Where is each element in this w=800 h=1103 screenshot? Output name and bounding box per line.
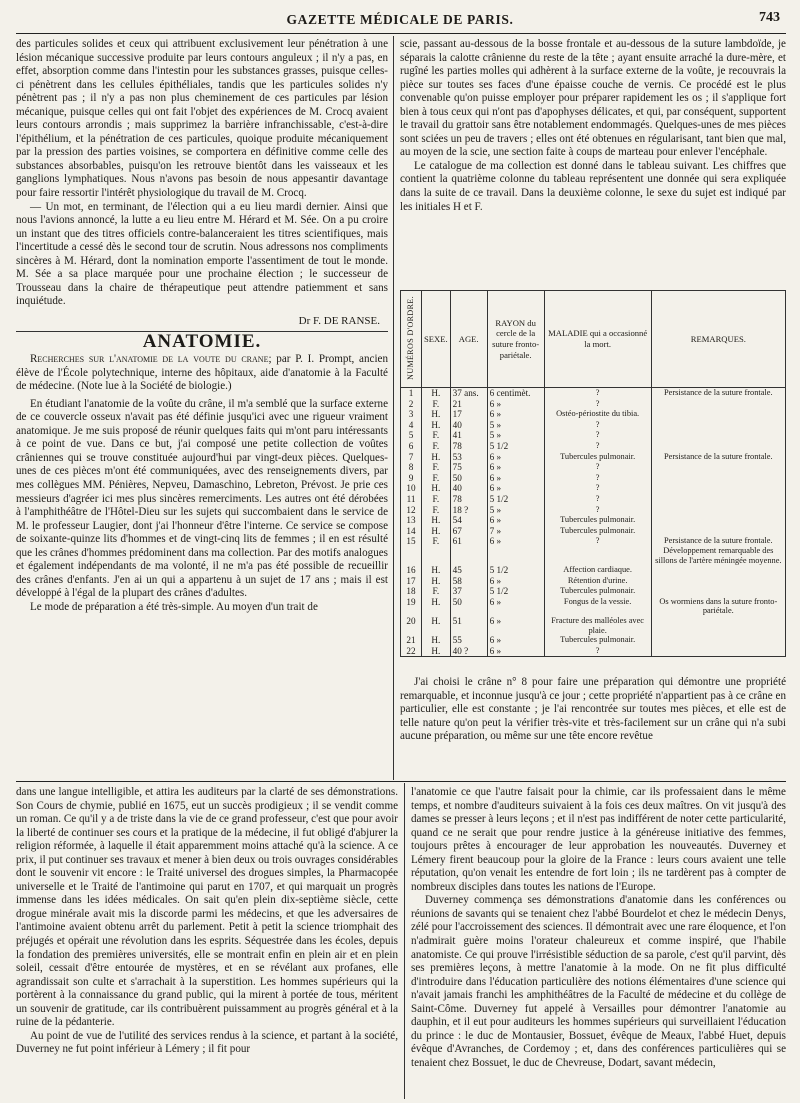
cell-remarques: Persistance de la suture frontale.: [651, 388, 785, 399]
cell-sex: H.: [422, 635, 451, 646]
cell-maladie: ?: [544, 430, 651, 441]
cell-maladie: ?: [544, 420, 651, 431]
cell-rayon: 6 »: [487, 462, 544, 473]
header-rayon: RAYON du cercle de la suture fronto-pariétale.: [487, 291, 544, 388]
cell-remarques: [651, 494, 785, 505]
cell-rayon: 6 »: [487, 576, 544, 587]
cell-maladie: Fracture des malléoles avec plaie.: [544, 616, 651, 635]
cell-age: 41: [450, 430, 487, 441]
cell-remarques: Persistance de la suture frontale.: [651, 452, 785, 463]
cell-sex: H.: [422, 646, 451, 657]
cell-age: 51: [450, 616, 487, 635]
cell-sex: F.: [422, 473, 451, 484]
paragraph: dans une langue intelligible, et attira les auditeurs par la clarté de ses démonstrations. Son Cours de chymie, publié en 1675, eut un succès prodigieux ; il se vendit comme un roman. Ce qu'il y a de triste dans la vie de ce grand professeur, c'est que pour avoir la liberté de continuer ses cours et la pratique de la médecine, il fut obligé d'abjurer la religion réformée, à laquelle il était apparemment moins attaché qu'à la science. A ce prix, il put continuer ses travaux et mener à bien deux ou trois ouvrages considérables dont le souvenir vit encore : le Traité universel des drogues simples, la Pharmacopée universelle et le Traité de l'antimoine qui parut en 1707, et qui marquait un progrès immense dans les idées médicales. On sait qu'en plein dix-septième siècle, cette drogue minérale avait mis la discorde parmi les médecins, et que les adversaires de l'antimoine avaient obtenu arrêt du parlement. Petit à petit la science triomphait des préjugés et opérait une révolution dans les esprits. Séquestrée dans les écoles, depuis la fondation des premières universités, elle se montrait enfin en plein air et en plein soleil, cessait d'être entourée de mystères, et en se révélant aux profanes, elle agrandissait son culte et s'arrachait à la superstition. Les hommes supérieurs qui la portèrent à la connaissance du grand public, qui la mirent à portée de tous, méritent un souvenir de gratitude, car ils contribuèrent puissamment au progrès général et à la ruine de la pédanterie.: [16, 786, 398, 1029]
cell-age: 17: [450, 409, 487, 420]
cell-remarques: [651, 515, 785, 526]
cell-remarques: [651, 409, 785, 420]
cell-sex: H.: [422, 526, 451, 537]
table-row: [401, 494, 786, 505]
table-row: [401, 483, 786, 494]
cell-maladie: ?: [544, 399, 651, 410]
cell-age: 37 ans.: [450, 388, 487, 399]
cell-rayon: 7 »: [487, 526, 544, 537]
cell-remarques: [651, 616, 785, 635]
cell-remarques: [651, 646, 785, 657]
cell-age: 21: [450, 399, 487, 410]
right-column-upper: [400, 38, 786, 284]
paragraph: des particules solides et ceux qui attribuent exclusivement leur pénétration à une lésion mécanique successive produite par leurs contours anguleux ; il n'y a pas, en effet, absorption comme dans l'intestin pour les substances grasses, puisque celles-ci pénètrent dans les cellules épithéliales, tandis que les particules solides n'y pénètrent pas ; il n'y a pas non plus cheminement de ces particules par lésion mécanique, puisque celles qui ont fait l'objet des expériences de M. Crocq avaient leurs contours arrondis ; mais supprimez la barrière infranchissable, c'est-à-dire l'épithélium, et la pénétration de ces particules, quoique produite mécaniquement par la pression des parties voisines, se comportera en définitive comme celle des substances absorbables, puisqu'on les retrouve bientôt dans les vaisseaux et les ganglions lymphatiques. Nous n'avons pas besoin de nous appesantir davantage pour faire ressortir l'intérêt physiologique du travail de M. Crocq.: [16, 38, 388, 200]
cell-num: 10: [401, 483, 422, 494]
header-maladie: MALADIE qui a occasionné la mort.: [544, 291, 651, 388]
cell-num: 22: [401, 646, 422, 657]
feuilleton-rule: [16, 781, 786, 782]
cell-rayon: 5 »: [487, 430, 544, 441]
table-header-row: [401, 291, 786, 388]
header-age: AGE.: [450, 291, 487, 388]
cell-remarques: [651, 576, 785, 587]
cell-age: 78: [450, 494, 487, 505]
cell-rayon: 6 »: [487, 635, 544, 646]
header-sex: SEXE.: [422, 291, 451, 388]
paragraph: Duverney commença ses démonstrations d'anatomie dans les conférences ou réunions de savants qui se tenaient chez l'abbé Bourdelot et chez le médecin Denys, zélé pour l'accroissement des sciences. Il démontrait avec une rare éloquence, et l'on n'admirait guère moins l'orateur chaleureux et comme inspiré, que l'habile anatomiste. Ce qui prouve l'irrésistible séduction de sa parole, c'est qu'il parvint, dès ses premières leçons, à mettre l'anatomie à la mode. On ne fit plus difficulté d'introduire dans l'éducation particulière des notions élémentaires d'une science qui n'avait jamais franchi les amphithéâtres de la Faculté de médecine et du collège de Saint-Côme. Duverney fut appelé à Versailles pour démontrer l'anatomie au dauphin, et il eut pour auditeurs les hommes supérieurs qui surveillaient l'éducation du prince : le duc de Montausier, Bossuet, évêque de Meaux, l'abbé Huet, depuis évêque d'Avranches, de Cordemoy ; et, dans des conférences particulières qui se tenaient chez Bossuet, le duc de Chevreuse, Dodart, savant médecin,: [411, 894, 786, 1069]
left-column: [16, 38, 388, 780]
cell-maladie: ?: [544, 473, 651, 484]
feuilleton-right: [411, 786, 786, 1099]
cell-maladie: Tubercules pulmonair.: [544, 526, 651, 537]
cell-maladie: ?: [544, 536, 651, 565]
cell-maladie: Tubercules pulmonair.: [544, 586, 651, 597]
column-divider-bottom: [404, 783, 405, 1099]
article-byline: ; par P. I. Prompt, ancien élève de l'École polytechnique, interne des hôpitaux, aide d'anatomie à la Faculté de médecine. (Note lue à la Société de biologie.): [16, 353, 388, 393]
cell-age: 45: [450, 565, 487, 576]
cell-num: 16: [401, 565, 422, 576]
cell-sex: H.: [422, 616, 451, 635]
cell-rayon: 6 centimèt.: [487, 388, 544, 399]
cell-num: 15: [401, 536, 422, 565]
cell-num: 2: [401, 399, 422, 410]
cell-num: 3: [401, 409, 422, 420]
right-column-lower: [400, 676, 786, 780]
catalogue-table: [400, 290, 786, 657]
table-row: [401, 586, 786, 597]
table-row: [401, 565, 786, 576]
cell-maladie: Tubercules pulmonair.: [544, 452, 651, 463]
cell-maladie: ?: [544, 462, 651, 473]
cell-num: 1: [401, 388, 422, 399]
cell-rayon: 6 »: [487, 597, 544, 616]
cell-rayon: 6 »: [487, 536, 544, 565]
cell-sex: H.: [422, 565, 451, 576]
cell-age: 78: [450, 441, 487, 452]
cell-remarques: [651, 586, 785, 597]
paragraph: — Un mot, en terminant, de l'élection qui a eu lieu mardi dernier. Ainsi que nous l'avions annoncé, la lutte a eu lieu entre M. Hérard et M. Sée. On a pu croire un instant que des titres officiels contre-balanceraient les titres scientifiques, mais l'incertitude a cessé dès le second tour de scrutin. Nous adressons nos compliments sincères à M. Hérard, dont la nomination emporte l'assentiment de tout le monde. M. Sée a sa place marquée pour une prochaine élection ; le successeur de Trousseau dans la chaire de thérapeutique peut attendre patiemment et sans inquiétude.: [16, 200, 388, 308]
paragraph: En étudiant l'anatomie de la voûte du crâne, il m'a semblé que la surface externe de ce couvercle osseux n'avait pas été définie jusqu'ici avec une rigueur vraiment anatomique. Je me suis proposé de réunir quelques faits qui m'ont paru intéressants à ce point de vue. Dans ce but, j'ai composé une petite collection de voûtes crâniennes qui se trouve constituée aujourd'hui par vingt-deux pièces. Quelques-unes de ces pièces m'ont été communiquées, avec des renseignements divers, par mes collègues MM. Pénières, Nepveu, Damaschino, Lebreton, Prévost. Je prie ces messieurs d'agréer ici mes plus sincères remerciments. Les autres ont été dérobées à l'amphithéâtre de l'Hôtel-Dieu sur les sujets qui succombaient dans le service de M. le professeur Laugier, dont j'ai l'honneur d'être l'interne. Ce service se compose de soixante-quinze lits d'hommes et de vingt-cinq lits de femmes ; il en est résulté que les crânes d'hommes prédominent dans ma collection. Par des motifs analogues et également indépendants de ma volonté, il ne m'a pas été possible de recueillir des crânes d'enfants. J'en ai un qui a appartenu à un sujet de 17 ans ; mais il est développé à l'égal de la plupart des crânes d'adultes.: [16, 397, 388, 600]
cell-sex: F.: [422, 462, 451, 473]
cell-rayon: 6 »: [487, 452, 544, 463]
cell-age: 40: [450, 483, 487, 494]
cell-rayon: 6 »: [487, 646, 544, 657]
cell-sex: F.: [422, 586, 451, 597]
cell-sex: F.: [422, 441, 451, 452]
section-heading: ANATOMIE.: [142, 331, 262, 353]
cell-rayon: 6 »: [487, 515, 544, 526]
cell-rayon: 5 1/2: [487, 586, 544, 597]
article-title: [16, 353, 388, 394]
paragraph: l'anatomie ce que l'autre faisait pour la chimie, car ils professaient dans le même temps, et nombre d'auditeurs suivaient à la fois ces deux maîtres. On vit jusqu'à des dames se presser à leurs leçons ; et il n'est pas indifférent de noter cette particularité, quand ce ne serait que pour rendre justice à la généreuse initiative des femmes, toujours prêtes à encourager de leur approbation les nouveautés. Duverney et Lémery firent beaucoup pour la gloire de la France : leurs cours avaient une telle réputation, qu'on venait les entendre de fort loin ; ils ne tardèrent pas à compter de nombreux disciples dans toutes les nations de l'Europe.: [411, 786, 786, 893]
cell-sex: H.: [422, 388, 451, 399]
cell-sex: F.: [422, 494, 451, 505]
cell-num: 21: [401, 635, 422, 646]
table-row: [401, 616, 786, 635]
cell-age: 18 ?: [450, 505, 487, 516]
cell-num: 8: [401, 462, 422, 473]
cell-sex: H.: [422, 409, 451, 420]
cell-num: 14: [401, 526, 422, 537]
article-title-text: Recherches sur l'anatomie de la voute du crane: [30, 353, 269, 366]
table-row: [401, 462, 786, 473]
cell-sex: H.: [422, 420, 451, 431]
table-row: [401, 388, 786, 399]
cell-remarques: [651, 473, 785, 484]
cell-age: 40 ?: [450, 646, 487, 657]
cell-rayon: 6 »: [487, 409, 544, 420]
cell-sex: F.: [422, 430, 451, 441]
cell-remarques: [651, 565, 785, 576]
cell-sex: F.: [422, 536, 451, 565]
cell-age: 58: [450, 576, 487, 587]
cell-num: 13: [401, 515, 422, 526]
table-row: [401, 536, 786, 565]
cell-sex: H.: [422, 452, 451, 463]
page-header: [0, 8, 800, 32]
cell-maladie: ?: [544, 388, 651, 399]
cell-num: 7: [401, 452, 422, 463]
running-title: GAZETTE MÉDICALE DE PARIS.: [286, 12, 514, 27]
cell-rayon: 6 »: [487, 616, 544, 635]
cell-maladie: Rétention d'urine.: [544, 576, 651, 587]
cell-sex: H.: [422, 515, 451, 526]
cell-rayon: 5 1/2: [487, 494, 544, 505]
column-divider-top: [393, 36, 394, 780]
header-remarques: REMARQUES.: [651, 291, 785, 388]
cell-maladie: ?: [544, 483, 651, 494]
paragraph: Le catalogue de ma collection est donné dans le tableau suivant. Les chiffres que contient la quatrième colonne du tableau représentent une donnée qui sera expliquée dans la suite de ce travail. Dans la deuxième colonne, le sexe du sujet est indiqué par les initiales H et F.: [400, 159, 786, 213]
cell-age: 54: [450, 515, 487, 526]
feuilleton-left: [16, 786, 398, 1099]
cell-num: 17: [401, 576, 422, 587]
cell-num: 4: [401, 420, 422, 431]
cell-sex: F.: [422, 399, 451, 410]
cell-remarques: [651, 430, 785, 441]
table-row: [401, 646, 786, 657]
cell-sex: F.: [422, 505, 451, 516]
cell-age: 55: [450, 635, 487, 646]
table-row: [401, 526, 786, 537]
cell-age: 37: [450, 586, 487, 597]
table-row: [401, 576, 786, 587]
cell-maladie: Ostéo-périostite du tibia.: [544, 409, 651, 420]
cell-num: 5: [401, 430, 422, 441]
cell-age: 75: [450, 462, 487, 473]
cell-rayon: 5 1/2: [487, 565, 544, 576]
table-row: [401, 635, 786, 646]
cell-rayon: 5 »: [487, 505, 544, 516]
cell-remarques: [651, 399, 785, 410]
paragraph: J'ai choisi le crâne n° 8 pour faire une préparation qui démontre une propriété remarquable, et inconnue jusqu'à ce jour ; cette propriété n'appartient pas à ce crâne en particulier, elle est constante ; je l'ai rencontrée sur toutes mes pièces, et elle est de telle nature qu'on peut la vérifier très-vite et très-facilement sur un crâne qui n'a subi aucune préparation, ou même sur une tête encore revêtue: [400, 676, 786, 743]
header-num: NUMÉROS D'ORDRE.: [401, 291, 422, 388]
cell-remarques: Os wormiens dans la suture fronto-pariétale.: [651, 597, 785, 616]
cell-maladie: ?: [544, 505, 651, 516]
cell-sex: H.: [422, 483, 451, 494]
header-rule: [16, 33, 786, 34]
table-body: [401, 388, 786, 657]
page-number: 743: [759, 10, 780, 25]
cell-remarques: [651, 462, 785, 473]
cell-num: 12: [401, 505, 422, 516]
cell-remarques: [651, 526, 785, 537]
table-row: [401, 420, 786, 431]
paragraph: Au point de vue de l'utilité des services rendus à la science, et partant à la société, Duverney ne fut point inférieur à Lémery ; il fit pour: [16, 1029, 398, 1056]
cell-rayon: 5 1/2: [487, 441, 544, 452]
table-row: [401, 452, 786, 463]
cell-maladie: Tubercules pulmonair.: [544, 515, 651, 526]
cell-maladie: Affection cardiaque.: [544, 565, 651, 576]
cell-remarques: Persistance de la suture frontale. Développement remarquable des sillons de l'artère méningée moyenne.: [651, 536, 785, 565]
paragraph: Le mode de préparation a été très-simple. Au moyen d'un trait de: [30, 600, 318, 613]
cell-num: 18: [401, 586, 422, 597]
signature: Dr F. DE RANSE.: [298, 314, 380, 327]
cell-num: 19: [401, 597, 422, 616]
table-row: [401, 515, 786, 526]
cell-maladie: Tubercules pulmonair.: [544, 635, 651, 646]
table-row: [401, 441, 786, 452]
cell-maladie: Fongus de la vessie.: [544, 597, 651, 616]
cell-age: 50: [450, 473, 487, 484]
cell-age: 50: [450, 597, 487, 616]
cell-remarques: [651, 635, 785, 646]
cell-num: 11: [401, 494, 422, 505]
cell-maladie: ?: [544, 494, 651, 505]
cell-remarques: [651, 483, 785, 494]
cell-maladie: ?: [544, 646, 651, 657]
cell-remarques: [651, 441, 785, 452]
cell-rayon: 6 »: [487, 473, 544, 484]
cell-rayon: 5 »: [487, 420, 544, 431]
cell-sex: H.: [422, 597, 451, 616]
cell-sex: H.: [422, 576, 451, 587]
table-row: [401, 430, 786, 441]
cell-age: 53: [450, 452, 487, 463]
cell-age: 61: [450, 536, 487, 565]
cell-maladie: ?: [544, 441, 651, 452]
paragraph: scie, passant au-dessous de la bosse frontale et au-dessous de la suture lambdoïde, je séparais la calotte crânienne du reste de la tête ; ayant ensuite arraché la dure-mère, et rugîné les parties molles qui adhèrent à la surface externe de la voûte, je recouvrais la pièce sur toutes ses faces d'une épaisse couche de vernis. Ce procédé est le plus convenable qu'on puisse employer pour préparer rapidement les os ; il s'applique fort bien à tous ceux qui n'ont pas d'apophyses délicates, et qui, par conséquent, supportent le travail du grattoir sans être notablement endommagés. Quelques-unes de mes pièces sont sciées un peu de travers ; elles ont été obtenues en régularisant, tant bien que mal, au moyen de la scie, une section faite à coups de marteau pour enlever l'encéphale.: [400, 38, 786, 159]
cell-remarques: [651, 505, 785, 516]
cell-num: 6: [401, 441, 422, 452]
cell-remarques: [651, 420, 785, 431]
table-row: [401, 409, 786, 420]
cell-num: 20: [401, 616, 422, 635]
table-row: [401, 597, 786, 616]
table-row: [401, 505, 786, 516]
cell-rayon: 6 »: [487, 399, 544, 410]
cell-age: 67: [450, 526, 487, 537]
table-row: [401, 473, 786, 484]
cell-age: 40: [450, 420, 487, 431]
table-row: [401, 399, 786, 410]
cell-num: 9: [401, 473, 422, 484]
cell-rayon: 6 »: [487, 483, 544, 494]
